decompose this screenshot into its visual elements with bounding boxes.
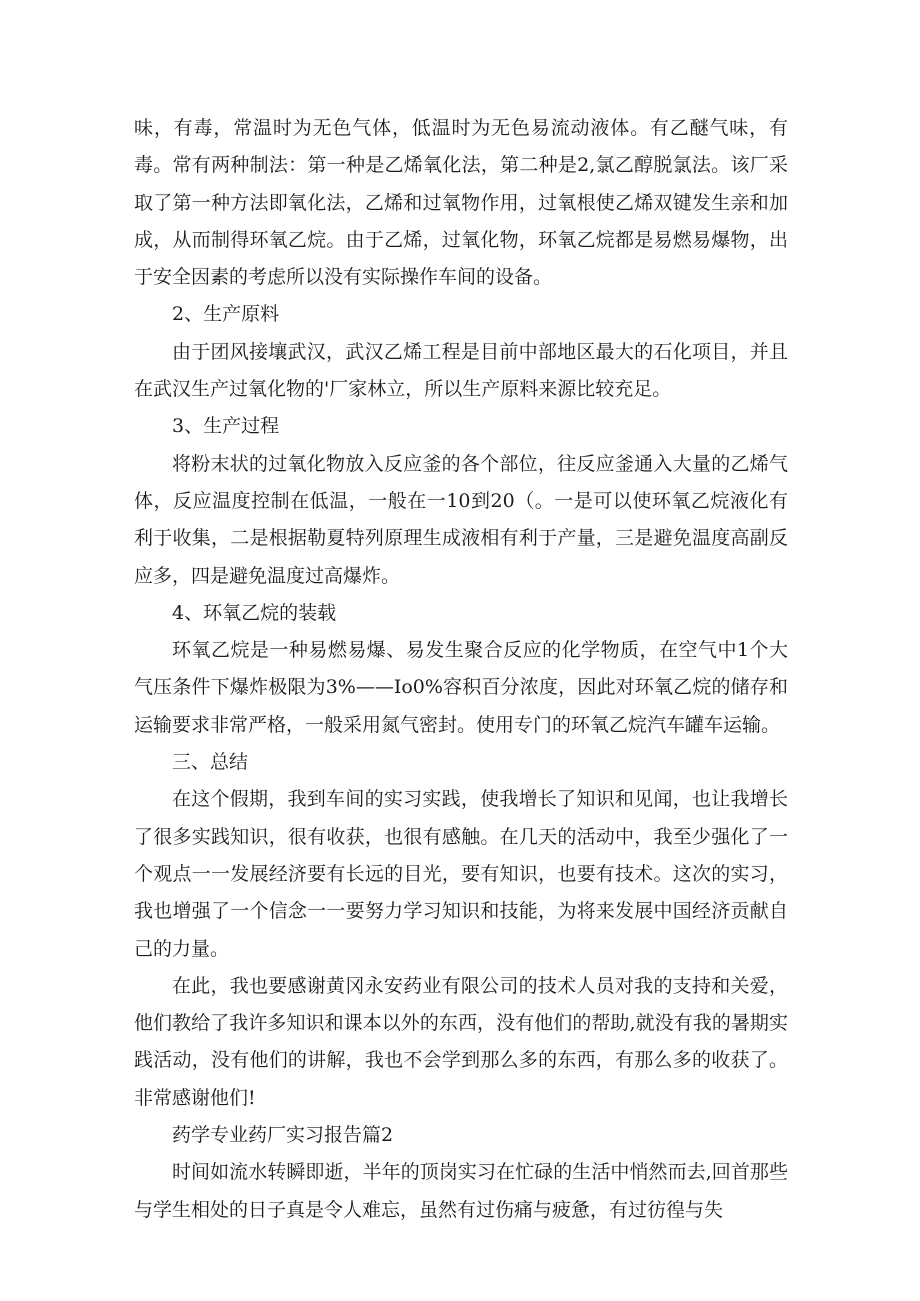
summary-paragraph-2: 在此，我也要感谢黄冈永安药业有限公司的技术人员对我的支持和关爱，他们教给了我许多知识和课本以外的东西，没有他们的帮助,就没有我的暑期实践活动，没有他们的讲解，我也不会学到那么多的东西，有那么多的收获了。非常感谢他们! <box>134 974 788 1109</box>
section-heading-production-process: 3、生产过程 <box>172 415 280 438</box>
continuation-paragraph: 味，有毒，常温时为无色气体，低温时为无色易流动液体。有乙醚气味，有毒。常有两种制法：第一种是乙烯氧化法，第二种是2,氯乙醇脱氯法。该厂采取了第一种方法即氧化法，乙烯和过氧物作用，过氧根使乙烯双键发生亲和加成，从而制得环氧乙烷。由于乙烯，过氧化物，环氧乙烷都是易燃易爆物，出于安全因素的考虑所以没有实际操作车间的设备。 <box>134 117 788 289</box>
document-body <box>134 110 788 1229</box>
section-heading-raw-materials: 2、生产原料 <box>172 303 280 326</box>
section-heading-summary: 三、总结 <box>172 751 249 774</box>
summary-paragraph-1: 在这个假期，我到车间的实习实践，使我增长了知识和见闻，也让我增长了很多实践知识，很有收获，也很有感触。在几天的活动中，我至少强化了一个观点一一发展经济要有长远的目光，要有知识，也要有技术。这次的实习，我也增强了一个信念一一要努力学习知识和技能，为将来发展中国经济贡献自己的力量。 <box>134 788 788 960</box>
section-body-production-process: 将粉末状的过氧化物放入反应釜的各个部位，往反应釜通入大量的乙烯气体，反应温度控制在低温，一般在一10到20（。一是可以使环氧乙烷液化有利于收集，二是根据勒夏特列原理生成液相有利于产量，三是避免温度高副反应多，四是避免温度过高爆炸。 <box>134 452 788 587</box>
report-part-2-body: 时间如流水转瞬即逝，半年的顶岗实习在忙碌的生活中悄然而去,回首那些与学生相处的日子真是令人难忘，虽然有过伤痛与疲惫，有过彷徨与失 <box>134 1161 788 1221</box>
report-part-2-title: 药学专业药厂实习报告篇2 <box>172 1124 394 1147</box>
section-body-raw-materials: 由于团风接壤武汉，武汉乙烯工程是目前中部地区最大的石化项目，并且在武汉生产过氧化物的'厂家林立，所以生产原料来源比较充足。 <box>134 340 788 401</box>
section-body-loading: 环氧乙烷是一种易燃易爆、易发生聚合反应的化学物质，在空气中1个大气压条件下爆炸极限为3%——Io0%容积百分浓度，因此对环氧乙烷的储存和运输要求非常严格，一般采用氮气密封。使用专门的环氧乙烷汽车罐车运输。 <box>134 639 788 736</box>
section-heading-loading: 4、环氧乙烷的装载 <box>172 601 337 624</box>
